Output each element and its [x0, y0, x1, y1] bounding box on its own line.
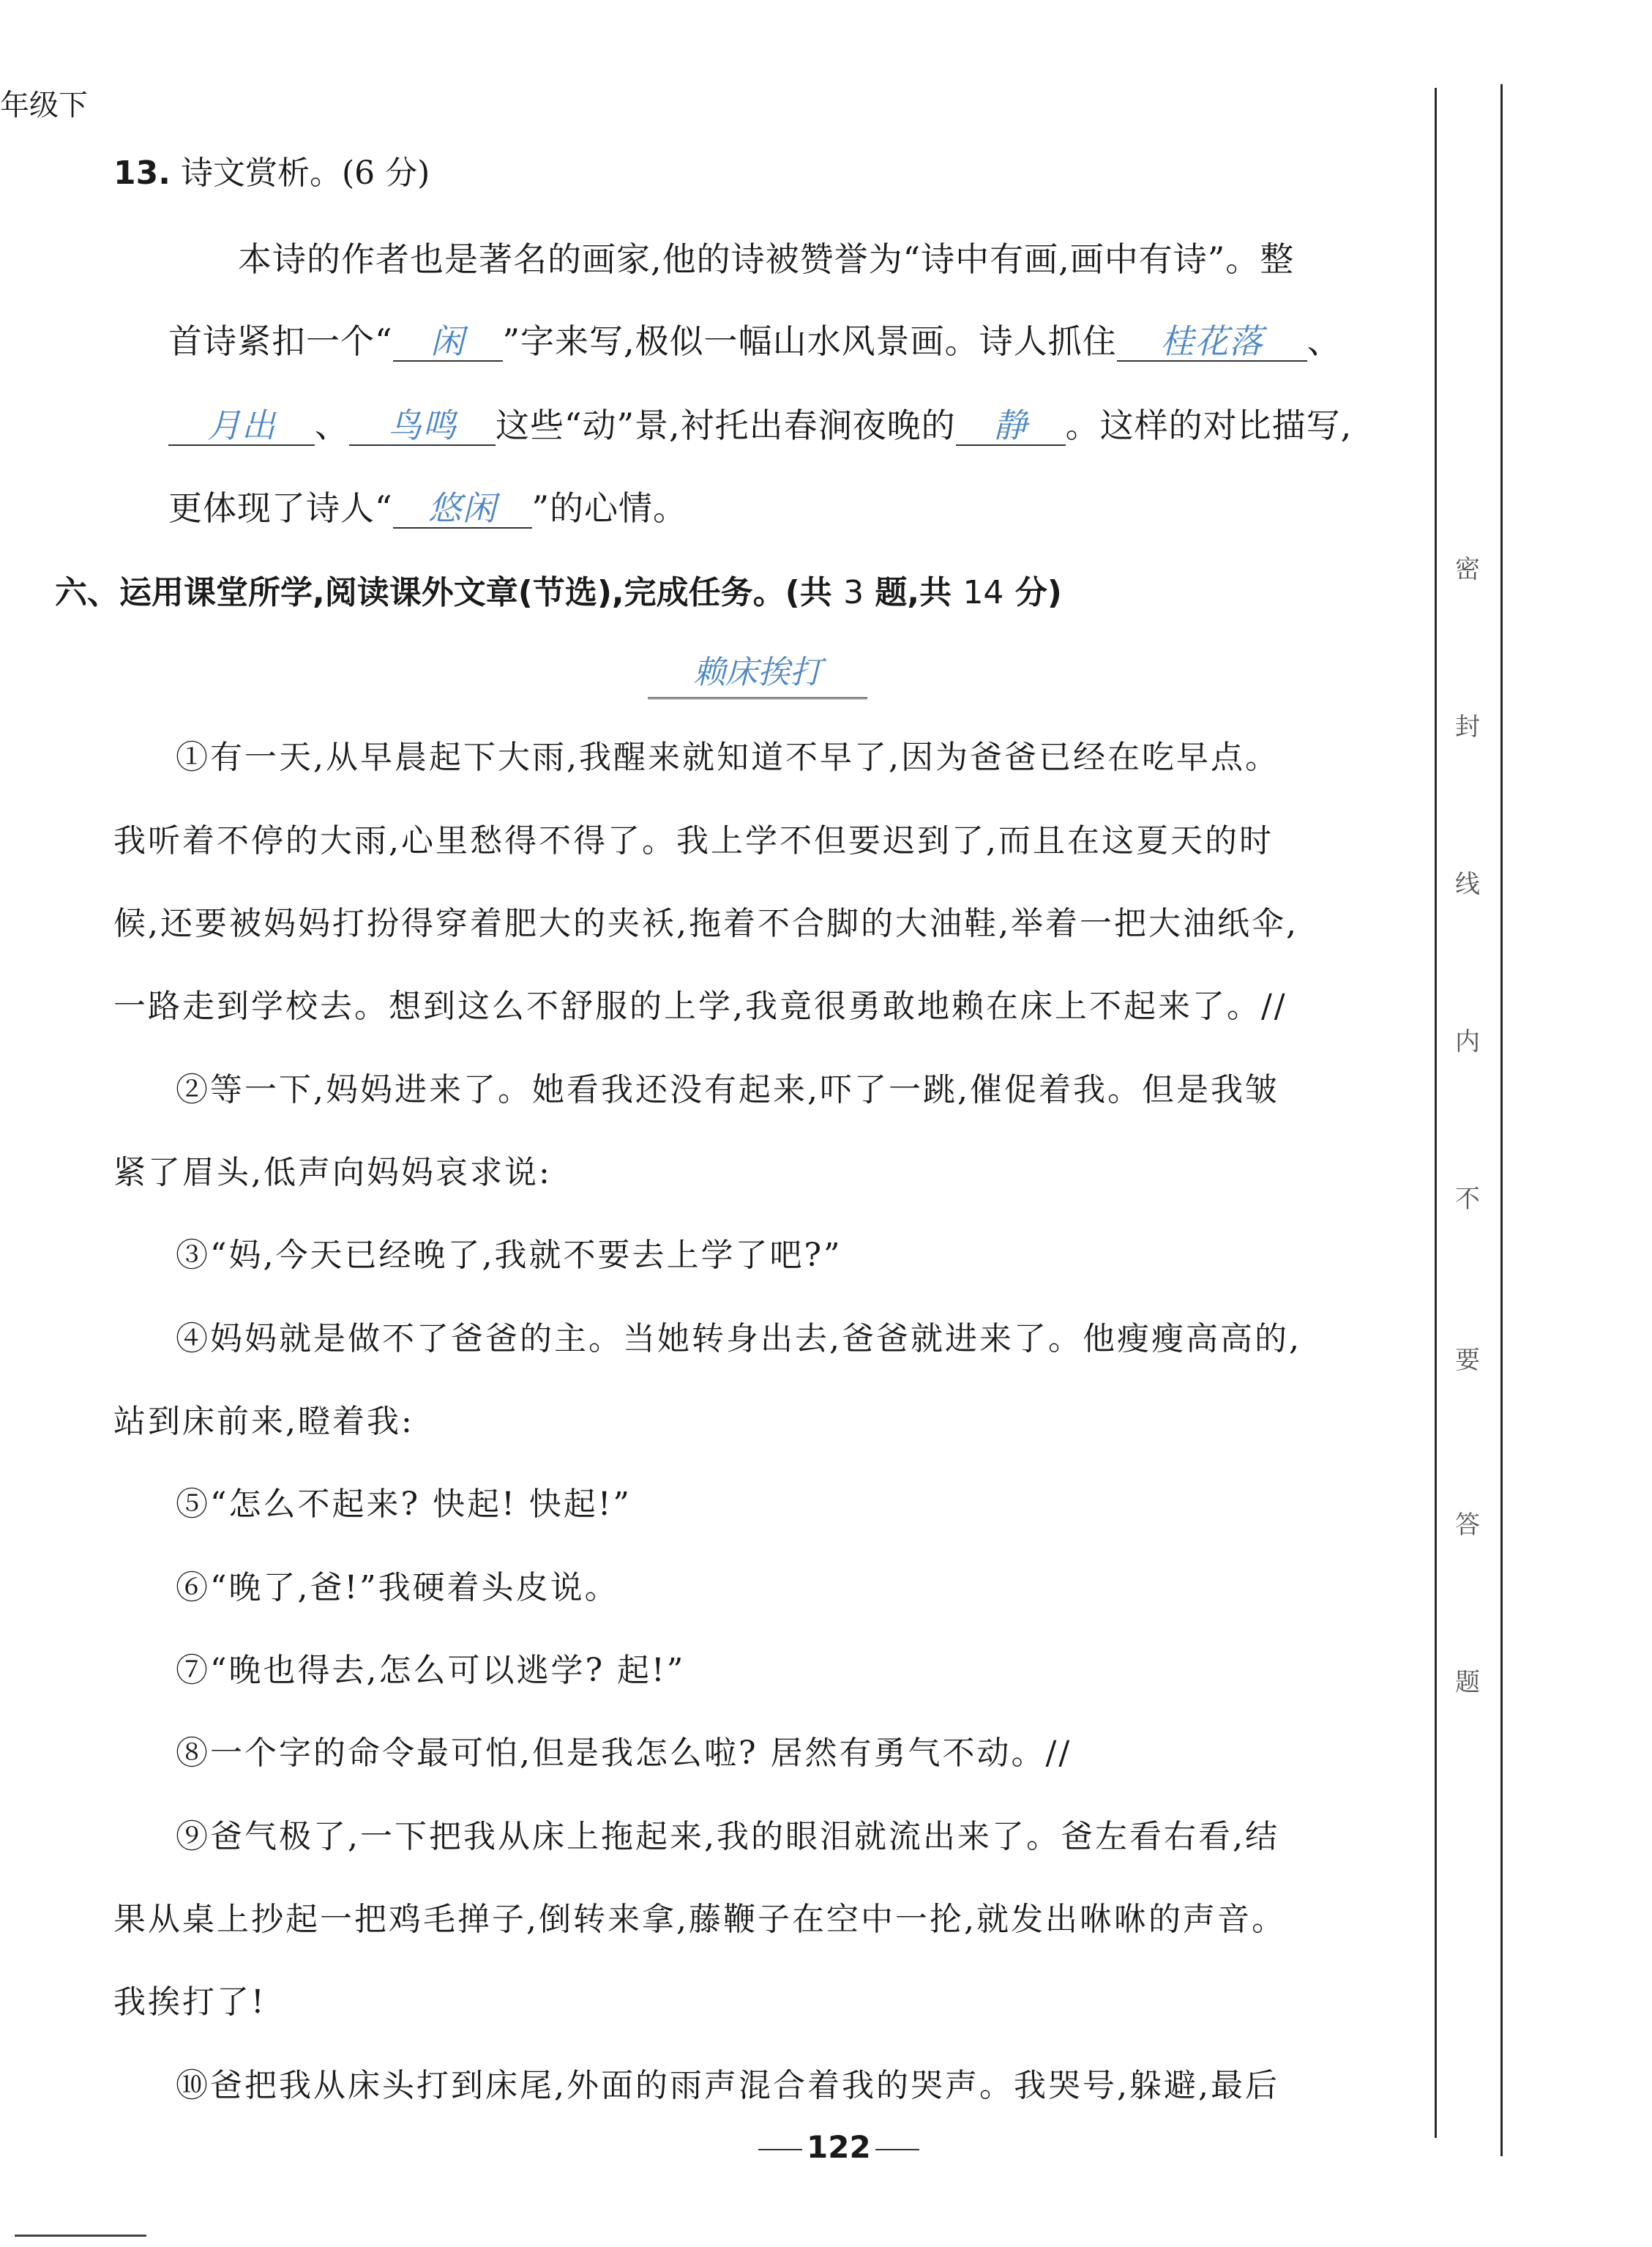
seal-char: 不: [1455, 1185, 1480, 1214]
section-title: 六、运用课堂所学,阅读课外文章(节选),完成任务。(共 3 题,共 14 分): [55, 574, 1062, 611]
paragraph-line: 果从桌上抄起一把鸡毛掸子,倒转来拿,藤鞭子在空中一抡,就发出咻咻的声音。: [113, 1901, 1286, 1938]
seal-char: 要: [1455, 1346, 1480, 1375]
text: ”字来写,极似一幅山水风景画。诗人抓住: [502, 321, 1117, 361]
question-title-text: 诗文赏析。(6 分): [180, 154, 430, 192]
text: 这些“动”景,衬托出春涧夜晚的: [496, 406, 956, 445]
text: 更体现了诗人“: [168, 488, 393, 528]
paragraph-line: ①有一天,从早晨起下大雨,我醒来就知道不早了,因为爸爸已经在吃早点。: [176, 739, 1279, 776]
paragraph-line: ⑧一个字的命令最可怕,但是我怎么啦? 居然有勇气不动。//: [176, 1734, 1072, 1772]
paragraph-line: 我挨打了!: [113, 1983, 266, 2021]
page-header: 年级下: [0, 89, 88, 122]
seal-char: 内: [1455, 1027, 1480, 1057]
question-title: [113, 146, 430, 193]
seal-char: 封: [1455, 712, 1480, 742]
article-title: 赖床挨打: [648, 646, 867, 699]
question-number: 13.: [113, 154, 171, 192]
text: 、: [1307, 321, 1342, 361]
question-count: 3: [843, 574, 864, 611]
text: 首诗紧扣一个“: [168, 321, 393, 361]
question-line-3: [168, 399, 1352, 447]
seal-char: 题: [1455, 1668, 1480, 1697]
paragraph-line: ④妈妈就是做不了爸爸的主。当她转身出去,爸爸就进来了。他瘦瘦高高的,: [176, 1320, 1301, 1357]
binding-line-right: [1500, 84, 1503, 2156]
paragraph-line: ③“妈,今天已经晚了,我就不要去上学了吧?”: [176, 1237, 842, 1274]
paragraph-line: 紧了眉头,低声向妈妈哀求说:: [113, 1154, 552, 1191]
paragraph-line: ⑨爸气极了,一下把我从床上拖起来,我的眼泪就流出来了。爸左看右看,结: [176, 1818, 1279, 1855]
answer-blank-1[interactable]: 闲: [393, 323, 503, 362]
paragraph-line: ②等一下,妈妈进来了。她看我还没有起来,吓了一跳,催促着我。但是我皱: [176, 1071, 1279, 1108]
seal-char: 答: [1455, 1510, 1480, 1540]
text: ”的心情。: [531, 488, 688, 528]
text: 、: [315, 406, 349, 445]
paragraph-line: ⑥“晚了,爸!”我硬着头皮说。: [176, 1569, 619, 1606]
answer-blank-5[interactable]: 静: [956, 407, 1066, 446]
paragraph-line: 候,还要被妈妈打扮得穿着肥大的夹袄,拖着不合脚的大油鞋,举着一把大油纸伞,: [113, 905, 1298, 942]
binding-line-left: [1435, 88, 1437, 2138]
question-line-1: 本诗的作者也是著名的画家,他的诗被赞誉为“诗中有画,画中有诗”。整: [238, 239, 1295, 279]
page-number-dash-right: [875, 2149, 919, 2150]
paragraph-line: 站到床前来,瞪着我:: [113, 1403, 414, 1440]
answer-blank-6[interactable]: 悠闲: [393, 490, 532, 529]
paragraph-line: ⑩爸把我从床头打到床尾,外面的雨声混合着我的哭声。我哭号,躲避,最后: [176, 2067, 1279, 2104]
bottom-edge-line: [15, 2235, 146, 2237]
total-points: 14: [963, 574, 1004, 611]
page-number: 122: [754, 2129, 924, 2165]
question-line-2: [168, 315, 1342, 363]
text: 。这样的对比描写,: [1065, 406, 1353, 445]
page-number-dash-left: [758, 2149, 802, 2150]
seal-char: 密: [1455, 555, 1480, 584]
paragraph-line: 一路走到学校去。想到这么不舒服的上学,我竟很勇敢地赖在床上不起来了。//: [113, 988, 1287, 1025]
answer-blank-3[interactable]: 月出: [168, 407, 315, 446]
paragraph-line: 我听着不停的大雨,心里愁得不得了。我上学不但要迟到了,而且在这夏天的时: [113, 822, 1274, 860]
seal-char: 线: [1455, 870, 1480, 899]
answer-blank-4[interactable]: 鸟鸣: [349, 407, 496, 446]
answer-blank-2[interactable]: 桂花落: [1117, 323, 1307, 362]
paragraph-line: ⑤“怎么不起来? 快起! 快起!”: [176, 1486, 632, 1523]
question-line-4: [168, 482, 687, 530]
paragraph-line: ⑦“晚也得去,怎么可以逃学? 起!”: [176, 1652, 686, 1689]
